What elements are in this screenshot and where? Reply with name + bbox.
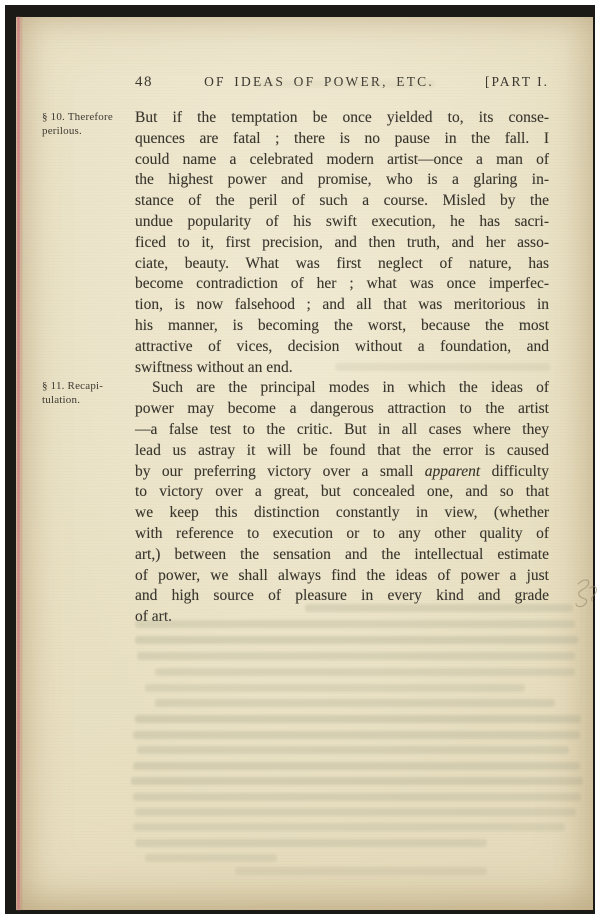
margin-note-line: § 11. Recapi- [42, 380, 104, 392]
page-edge-tint-line [17, 17, 20, 910]
showthrough-line [135, 715, 581, 723]
showthrough-line [155, 668, 575, 676]
body-text-line: undue popularity of his swift execution, he has sacri- [135, 212, 549, 230]
showthrough-line [133, 731, 580, 739]
photo-backdrop [5, 5, 595, 914]
body-text-line: stance of the peril of such a course. Misled by the [135, 192, 549, 210]
body-text-line: with reference to execution or to any other quality of [135, 524, 549, 542]
showthrough-line [305, 604, 573, 612]
body-text-line: art,) between the sensation and the intellectual estimate [135, 545, 549, 563]
body-text-line: his manner, is becoming the worst, because the most [135, 316, 549, 334]
body-text-line: —a false test to the critic. But in all cases where they [135, 420, 549, 438]
body-text-line: ciate, beauty. What was first neglect of nature, has [135, 254, 549, 272]
body-text-line: tion, is now falsehood ; and all that was meritorious in [135, 296, 549, 314]
running-title: OF IDEAS OF POWER, ETC. [204, 74, 434, 89]
showthrough-line [255, 80, 435, 88]
margin-note-line: tulation. [42, 393, 81, 406]
body-text-line: lead us astray it will be found that the error is caused [135, 441, 549, 459]
pencil-scribble-icon [564, 570, 600, 618]
body-text-line: power may become a dangerous attraction to the artist [135, 400, 549, 418]
margin-note-section-10 [42, 111, 142, 138]
showthrough-line [135, 636, 578, 644]
body-text-line: Such are the principal modes in which the ideas of [152, 379, 549, 397]
showthrough-line [135, 808, 576, 816]
showthrough-line [133, 762, 580, 770]
showthrough-line [155, 699, 555, 707]
body-text-line: the highest power and promise, who is a glaring in- [135, 171, 549, 189]
page-edge-tint-line-2 [21, 17, 22, 910]
margin-note-section-11 [42, 380, 142, 407]
page-number: 48 [135, 74, 153, 90]
body-text-line: ficed to it, first precision, and then truth, and her asso- [135, 233, 549, 251]
body-text-line: of power, we shall always find the ideas of power a just [135, 566, 549, 584]
body-text-line: to victory over a great, but concealed one, and so that [135, 483, 549, 501]
showthrough-line [235, 867, 487, 875]
body-text-line: and high source of pleasure in every kind and grade [135, 587, 549, 605]
book-page [16, 17, 593, 910]
showthrough-line [145, 684, 525, 692]
showthrough-line [335, 363, 550, 371]
body-text-line: swiftness without an end. [135, 358, 293, 376]
showthrough-line [137, 652, 575, 660]
body-text-line: attractive of vices, decision without a foundation, and [135, 337, 549, 355]
margin-note-line: perilous. [42, 124, 82, 137]
body-text-line: we keep this distinction constantly in view, (whether [135, 504, 549, 522]
showthrough-line [145, 854, 277, 862]
showthrough-line [137, 746, 569, 754]
body-text-line: could name a celebrated modern artist—once a man of [135, 150, 549, 168]
showthrough-line [135, 839, 487, 847]
margin-note-line: § 10. Therefore [42, 111, 113, 123]
body-text-line: quences are fatal ; there is no pause in the fall. I [135, 129, 549, 147]
showthrough-line [131, 777, 583, 785]
body-text-line: of art. [135, 608, 173, 626]
body-text-line: by our preferring victory over a small apparent difficulty [135, 462, 549, 480]
body-text-line: become contradiction of her ; what was once imperfec- [135, 275, 549, 293]
showthrough-line [135, 620, 575, 628]
body-text-line: But if the temptation be once yielded to, its conse- [135, 109, 549, 126]
showthrough-line [133, 823, 565, 831]
part-label: [PART I. [485, 74, 549, 89]
showthrough-line [133, 793, 581, 801]
